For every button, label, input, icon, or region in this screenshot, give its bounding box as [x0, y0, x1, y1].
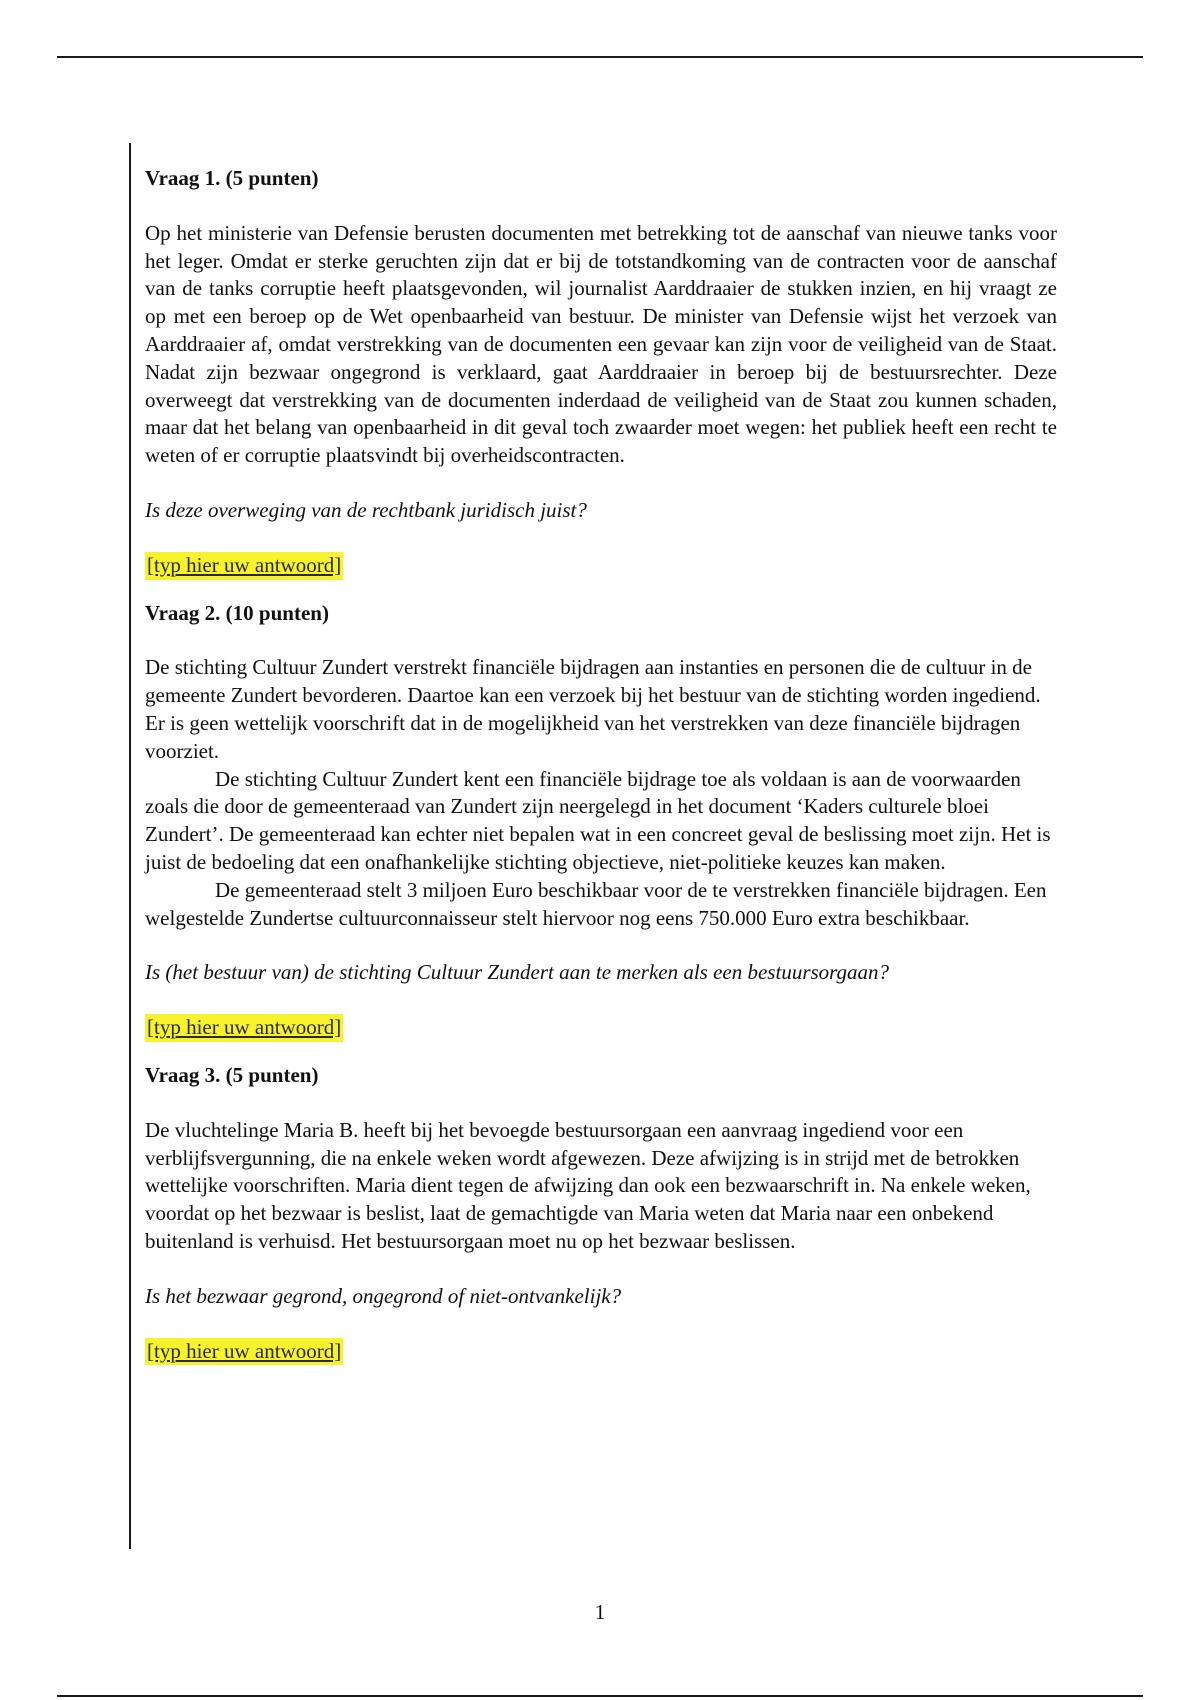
question-1-paragraph: Op het ministerie van Defensie berusten documenten met betrekking tot de aanschaf van nieuwe tanks voor het leger. Omdat er sterke geruchten zijn dat er bij de totstandkoming van de contracten voor de aanschaf van de tanks corruptie heeft plaatsgevonden, wil journalist Aarddraaier de stukken inzien, en hij vraagt ze op met een beroep op de Wet openbaarheid van bestuur. De minister van Defensie wijst het verzoek van Aarddraaier af, omdat verstrekking van de documenten een gevaar kan zijn voor de veiligheid van de Staat. Nadat zijn bezwaar ongegrond is verklaard, gaat Aarddraaier in beroep bij de bestuursrechter. Deze overweegt dat verstrekking van de documenten inderdaad de veiligheid van de Staat zou kunnen schaden, maar dat het belang van openbaarheid in dit geval toch zwaarder moet wegen: het publiek heeft een recht te weten of er corruptie plaatsvindt bij overheidscontracten.: [145, 220, 1057, 468]
question-2-heading: Vraag 2. (10 punten): [145, 600, 329, 625]
question-3-heading: Vraag 3. (5 punten): [145, 1062, 319, 1087]
question-1-answer-field[interactable]: [typ hier uw antwoord]: [145, 552, 343, 580]
question-1-prompt: Is deze overweging van de rechtbank juridisch juist?: [145, 497, 587, 522]
question-3-section: [145, 1062, 1057, 1365]
document-body: [145, 165, 1057, 1365]
question-2-paragraph-1: De stichting Cultuur Zundert verstrekt financiële bijdragen aan instanties en personen die de cultuur in de gemeente Zundert bevorderen. Daartoe kan een verzoek bij het bestuur van de stichting worden ingediend. Er is geen wettelijk voorschrift dat in de mogelijkheid van het verstrekken van deze financiële bijdragen voorziet.: [145, 655, 1041, 763]
question-3-answer-field[interactable]: [typ hier uw antwoord]: [145, 1338, 343, 1366]
question-2-section: [145, 600, 1057, 1042]
question-1-heading: Vraag 1. (5 punten): [145, 166, 319, 190]
question-2-paragraph-3: De gemeenteraad stelt 3 miljoen Euro beschikbaar voor de te verstrekken financiële bijdragen. Een welgestelde Zundertse cultuurconnaisseur stelt hiervoor nog eens 750.000 Euro extra beschikbaar.: [145, 877, 1047, 930]
question-3-prompt: Is het bezwaar gegrond, ongegrond of niet-ontvankelijk?: [145, 1283, 622, 1308]
header-rule: [57, 56, 1143, 58]
page-number: 1: [594, 1600, 606, 1624]
footer-rule: [57, 1695, 1143, 1697]
question-2-paragraph-2: De stichting Cultuur Zundert kent een financiële bijdrage toe als voldaan is aan de voorwaarden zoals die door de gemeenteraad van Zundert zijn neergelegd in het document ‘Kaders culturele bloei Zundert’. De gemeenteraad kan echter niet bepalen wat in een concreet geval de beslissing moet zijn. Het is juist de bedoeling dat een onafhankelijke stichting objectieve, niet-politieke keuzes kan maken.: [145, 766, 1051, 874]
question-2-prompt: Is (het bestuur van) de stichting Cultuur Zundert aan te merken als een bestuursorgaan?: [145, 960, 890, 985]
question-3-paragraph: De vluchtelinge Maria B. heeft bij het bevoegde bestuursorgaan een aanvraag ingediend voor een verblijfsvergunning, die na enkele weken wordt afgewezen. Deze afwijzing is in strijd met de betrokken wettelijke voorschriften. Maria dient tegen de afwijzing dan ook een bezwaarschrift in. Na enkele weken, voordat op het bezwaar is beslist, laat de gemachtigde van Maria weten dat Maria naar een onbekend buitenland is verhuisd. Het bestuursorgaan moet nu op het bezwaar beslissen.: [145, 1117, 1031, 1253]
question-2-answer-field[interactable]: [typ hier uw antwoord]: [145, 1014, 343, 1042]
question-1-section: [145, 165, 1057, 580]
margin-bar: [129, 143, 131, 1549]
